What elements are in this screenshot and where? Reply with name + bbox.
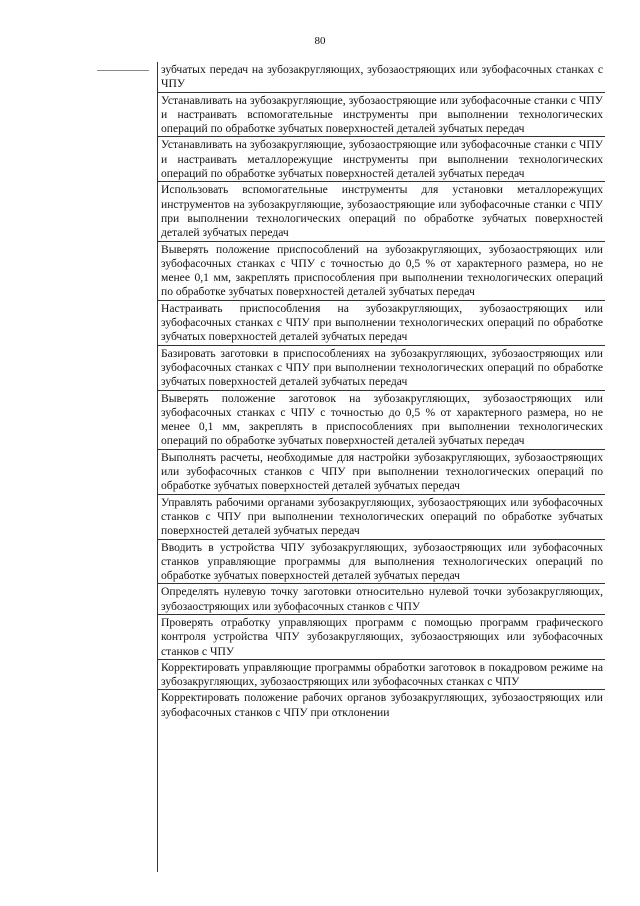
table-row <box>158 690 605 720</box>
table-row <box>158 495 605 540</box>
table-row <box>158 242 605 301</box>
table-cell-text: Использовать вспомогательные инструменты для установки металлорежущих инструментов на зубозакругляющие, зубозаостряющие или зубофасочные станки с ЧПУ при выполнении технологических операций по обработке зубчатых поверхностей деталей зубчатых передач <box>161 183 603 240</box>
table-cell-text: Устанавливать на зубозакругляющие, зубозаостряющие или зубофасочные станки с ЧПУ и настраивать вспомогательные инструменты при выполнении технологических операций по обработке зубчатых поверхностей деталей зубчатых передач <box>161 93 603 136</box>
left-column-rule <box>97 70 149 71</box>
table-row <box>158 93 605 138</box>
table-row <box>158 346 605 391</box>
table-cell-text: Корректировать управляющие программы обработки заготовок в покадровом режиме на зубозакругляющих, зубозаостряющих или зубофасочных станках с ЧПУ <box>161 660 603 689</box>
page-number: 80 <box>314 35 326 47</box>
table-row <box>158 615 605 660</box>
table-cell-text: Выполнять расчеты, необходимые для настройки зубозакругляющих, зубозаостряющих или зубофасочных станков с ЧПУ при выполнении технологических операций по обработке зубчатых поверхностей деталей зубчатых передач <box>161 450 603 493</box>
skills-table <box>157 62 605 872</box>
table-cell-text: Определять нулевую точку заготовки относительно нулевой точки зубозакругляющих, зубозаостряющих или зубофасочных станков с ЧПУ <box>161 585 603 613</box>
table-cell-text: Корректировать положение рабочих органов зубозакругляющих, зубозаостряющих или зубофасочных станков с ЧПУ при отклонении <box>161 691 603 719</box>
table-cell-text: Проверять отработку управляющих программ с помощью программ графического контроля устройства ЧПУ зубозакругляющих, зубозаостряющих или зубофасочных станков с ЧПУ <box>161 615 603 658</box>
table-row <box>158 301 605 346</box>
table-row <box>158 660 605 691</box>
table-cell-text: Вводить в устройства ЧПУ зубозакругляющих, зубозаостряющих или зубофасочных станков управляющие программы для выполнения технологических операций по обработке зубчатых поверхностей деталей зубчатых передач <box>161 540 603 583</box>
table-row <box>158 540 605 585</box>
table-cell-text: Выверять положение приспособлений на зубозакругляющих, зубозаостряющих или зубофасочных станках с ЧПУ с точностью до 0,5 % от характерного размера, но не менее 0,1 мм, закреплять приспособления при выполнении технологических операций по обработке зубчатых поверхностей деталей зубчатых передач <box>161 242 603 299</box>
table-row <box>158 450 605 495</box>
table-cell-text: зубчатых передач на зубозакругляющих, зубозаостряющих или зубофасочных станках с ЧПУ <box>161 63 603 91</box>
table-cell-text: Настраивать приспособления на зубозакругляющих, зубозаостряющих или зубофасочных станках с ЧПУ при выполнении технологических операций по обработке зубчатых поверхностей деталей зубчатых передач <box>161 301 603 344</box>
table-cell-text: Выверять положение заготовок на зубозакругляющих, зубозаостряющих или зубофасочных станках с ЧПУ с точностью до 0,5 % от характерного размера, но не менее 0,1 мм, закреплять в приспособлениях при выполнении технологических операций по обработке зубчатых поверхностей деталей зубчатых передач <box>161 391 603 448</box>
table-row <box>158 182 605 241</box>
table-cell-text: Базировать заготовки в приспособлениях на зубозакругляющих, зубозаостряющих или зубофасочных станках с ЧПУ при выполнении технологических операций по обработке зубчатых поверхностей деталей зубчатых передач <box>161 346 603 389</box>
table-cell-text: Управлять рабочими органами зубозакругляющих, зубозаостряющих или зубофасочных станков с ЧПУ при выполнении технологических операций по обработке зубчатых поверхностей деталей зубчатых передач <box>161 495 603 538</box>
table-row <box>158 62 605 93</box>
table-cell-text: Устанавливать на зубозакругляющие, зубозаостряющие или зубофасочные станки с ЧПУ и настраивать металлорежущие инструменты при выполнении технологических операций по обработке зубчатых поверхностей деталей зубчатых передач <box>161 138 603 181</box>
table-row <box>158 137 605 182</box>
table-row <box>158 391 605 450</box>
table-row <box>158 584 605 615</box>
